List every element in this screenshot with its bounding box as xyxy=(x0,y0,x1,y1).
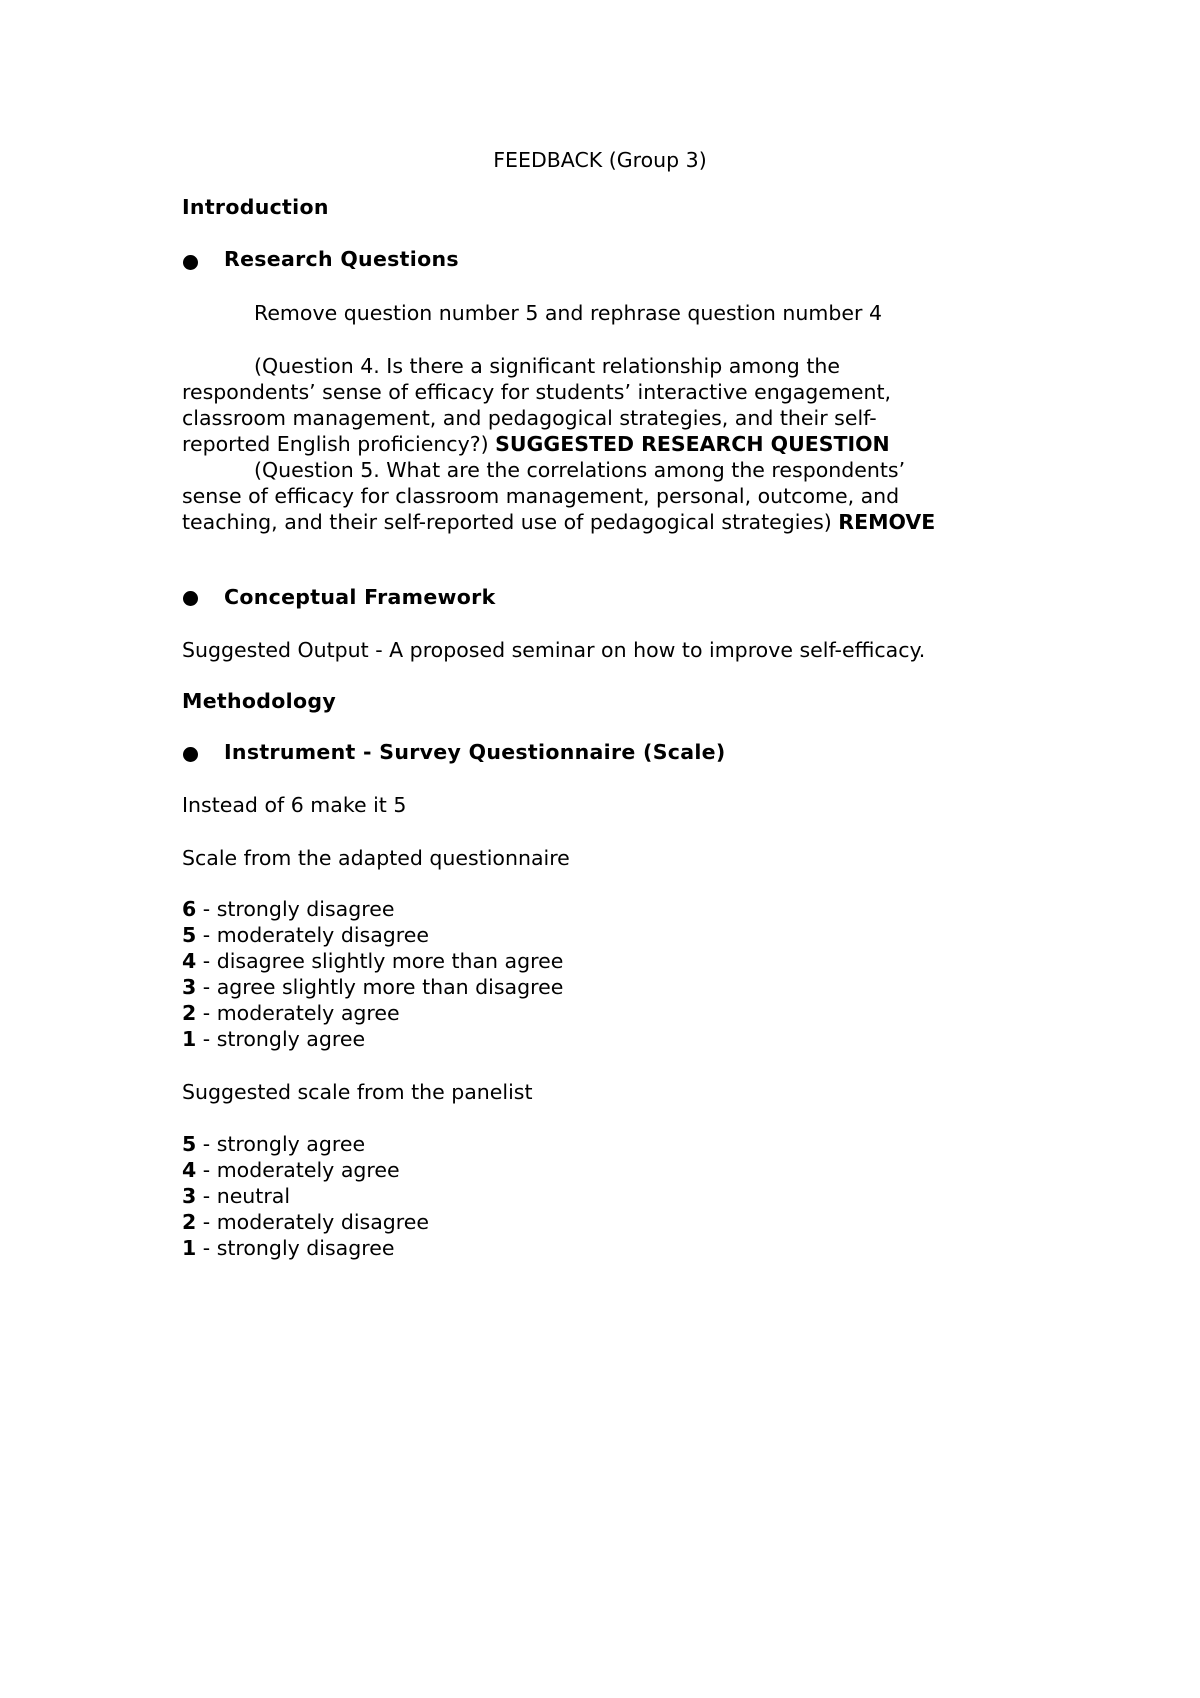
conceptual-framework-text: Suggested Output - A proposed seminar on how to improve self-efficacy. xyxy=(182,638,926,662)
question-4-tag: SUGGESTED RESEARCH QUESTION xyxy=(495,432,890,456)
list-item: 2 - moderately agree xyxy=(182,1001,400,1025)
methodology-heading: Methodology xyxy=(182,689,336,713)
introduction-heading: Introduction xyxy=(182,195,329,219)
adapted-scale-label: Scale from the adapted questionnaire xyxy=(182,846,570,870)
list-item: 3 - agree slightly more than disagree xyxy=(182,975,564,999)
list-item: 4 - moderately agree xyxy=(182,1158,400,1182)
question-4-line-3: classroom management, and pedagogical strategies, and their self- xyxy=(182,406,877,430)
research-questions-heading: Research Questions xyxy=(224,247,459,271)
question-4-line-4: reported English proficiency?) SUGGESTED RESEARCH QUESTION xyxy=(182,432,890,456)
list-item: 6 - strongly disagree xyxy=(182,897,395,921)
question-4-line-2: respondents’ sense of efficacy for students’ interactive engagement, xyxy=(182,380,892,404)
question-5-line-3: teaching, and their self-reported use of pedagogical strategies) REMOVE xyxy=(182,510,936,534)
research-questions-instruction: Remove question number 5 and rephrase question number 4 xyxy=(254,301,883,325)
list-item: 3 - neutral xyxy=(182,1184,291,1208)
question-4-line-1: (Question 4. Is there a significant relationship among the xyxy=(254,354,840,378)
question-4-paragraph xyxy=(182,353,1022,457)
instrument-heading: Instrument - Survey Questionnaire (Scale) xyxy=(224,740,726,764)
document-title: FEEDBACK (Group 3) xyxy=(493,148,707,172)
conceptual-framework-heading: Conceptual Framework xyxy=(224,585,496,609)
list-item: 2 - moderately disagree xyxy=(182,1210,429,1234)
bullet-icon xyxy=(183,591,198,606)
question-5-paragraph xyxy=(182,457,1022,535)
bullet-icon xyxy=(183,747,198,762)
list-item: 5 - moderately disagree xyxy=(182,923,429,947)
list-item: 4 - disagree slightly more than agree xyxy=(182,949,564,973)
question-5-line-1: (Question 5. What are the correlations among the respondents’ xyxy=(254,458,906,482)
instrument-note: Instead of 6 make it 5 xyxy=(182,793,407,817)
question-5-line-2: sense of efficacy for classroom management, personal, outcome, and xyxy=(182,484,900,508)
question-5-tag: REMOVE xyxy=(838,510,936,534)
list-item: 1 - strongly disagree xyxy=(182,1236,395,1260)
list-item: 5 - strongly agree xyxy=(182,1132,366,1156)
suggested-scale-label: Suggested scale from the panelist xyxy=(182,1080,533,1104)
bullet-icon xyxy=(183,255,198,270)
list-item: 1 - strongly agree xyxy=(182,1027,366,1051)
